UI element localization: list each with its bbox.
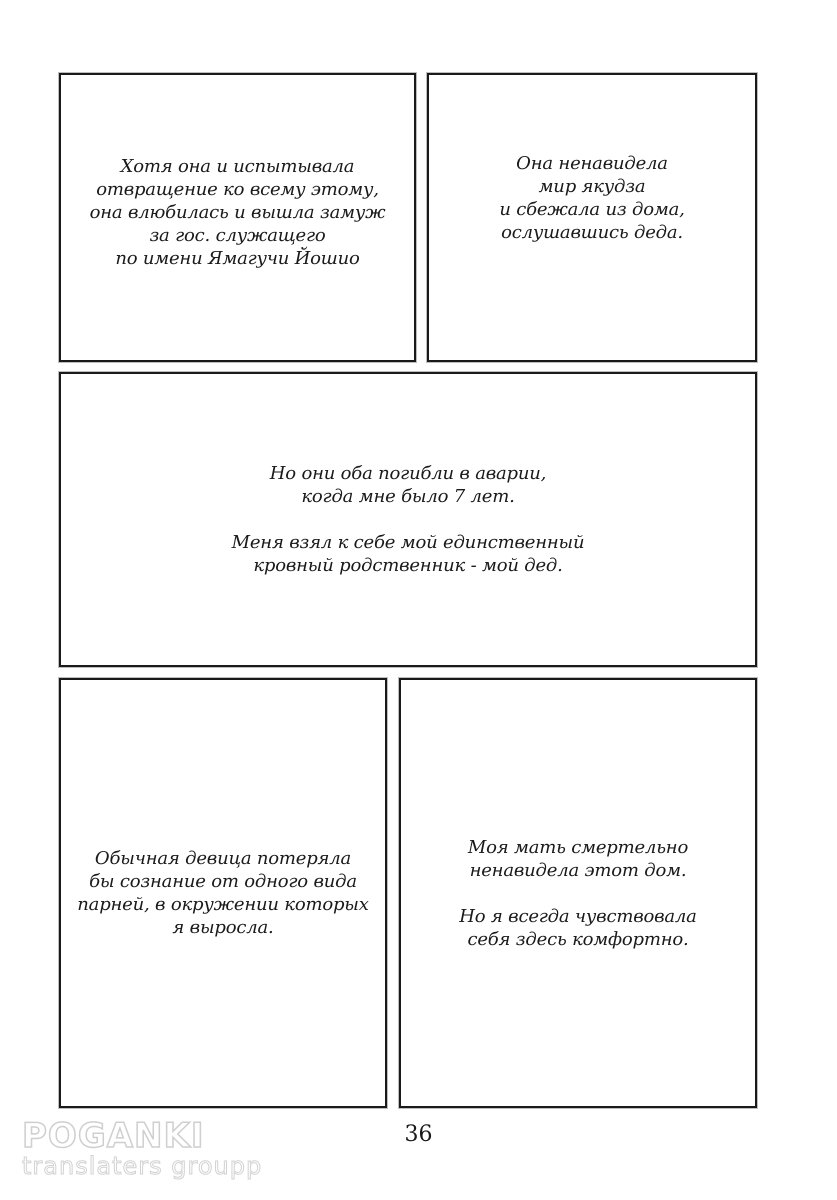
panel-2-caption bbox=[499, 152, 684, 244]
caption-paragraph bbox=[77, 847, 368, 939]
caption-line: Хотя она и испытывала bbox=[120, 156, 355, 177]
panel-4 bbox=[59, 678, 387, 1108]
panel-4-caption bbox=[77, 847, 368, 939]
caption-line: отвращение ко всему этому, bbox=[96, 179, 379, 200]
caption-line: Но я всегда чувствовала bbox=[459, 905, 697, 927]
panel-1-caption bbox=[90, 155, 386, 270]
caption-line: ослушавшись деда. bbox=[501, 221, 683, 243]
caption-line: она влюбилась и вышла замуж bbox=[89, 202, 386, 223]
panel-3-caption bbox=[232, 462, 585, 577]
caption-line: когда мне было 7 лет. bbox=[301, 486, 515, 507]
caption-line: и сбежала из дома, bbox=[499, 198, 685, 220]
paragraph-gap bbox=[459, 882, 696, 905]
paragraph-gap bbox=[232, 508, 585, 531]
caption-line: кровный родственник - мой дед. bbox=[253, 555, 563, 576]
caption-paragraph bbox=[90, 155, 386, 270]
caption-paragraph bbox=[459, 905, 696, 951]
caption-paragraph bbox=[499, 152, 684, 244]
panel-5-caption bbox=[459, 836, 696, 951]
caption-line: Меня взял к себе мой единственный bbox=[231, 532, 585, 553]
caption-line: Моя мать смертельно bbox=[467, 836, 689, 858]
caption-line: Обычная девица потеряла bbox=[94, 848, 352, 869]
caption-line: по имени Ямагучи Йошио bbox=[115, 248, 360, 269]
panel-3 bbox=[59, 372, 757, 667]
watermark bbox=[22, 1118, 262, 1178]
caption-line: я выросла. bbox=[172, 917, 274, 938]
watermark-subtitle: translaters groupp bbox=[22, 1152, 263, 1180]
caption-line: парней, в окружении которых bbox=[77, 894, 369, 915]
caption-line: за гос. служащего bbox=[149, 225, 326, 246]
panel-5 bbox=[399, 678, 757, 1108]
caption-line: ненавидела этот дом. bbox=[469, 859, 687, 881]
caption-line: Она ненавидела bbox=[516, 152, 668, 174]
watermark-title: POGANKI bbox=[22, 1116, 205, 1156]
caption-paragraph bbox=[232, 531, 585, 577]
page-number: 36 bbox=[404, 1122, 433, 1147]
panel-2 bbox=[427, 73, 757, 362]
caption-line: себя здесь комфортно. bbox=[467, 928, 689, 950]
caption-paragraph bbox=[232, 462, 585, 508]
panel-1 bbox=[59, 73, 416, 362]
caption-line: бы сознание от одного вида bbox=[89, 871, 357, 892]
caption-paragraph bbox=[459, 836, 696, 882]
caption-line: мир якудза bbox=[538, 175, 646, 197]
caption-line: Но они оба погибли в аварии, bbox=[269, 463, 547, 484]
